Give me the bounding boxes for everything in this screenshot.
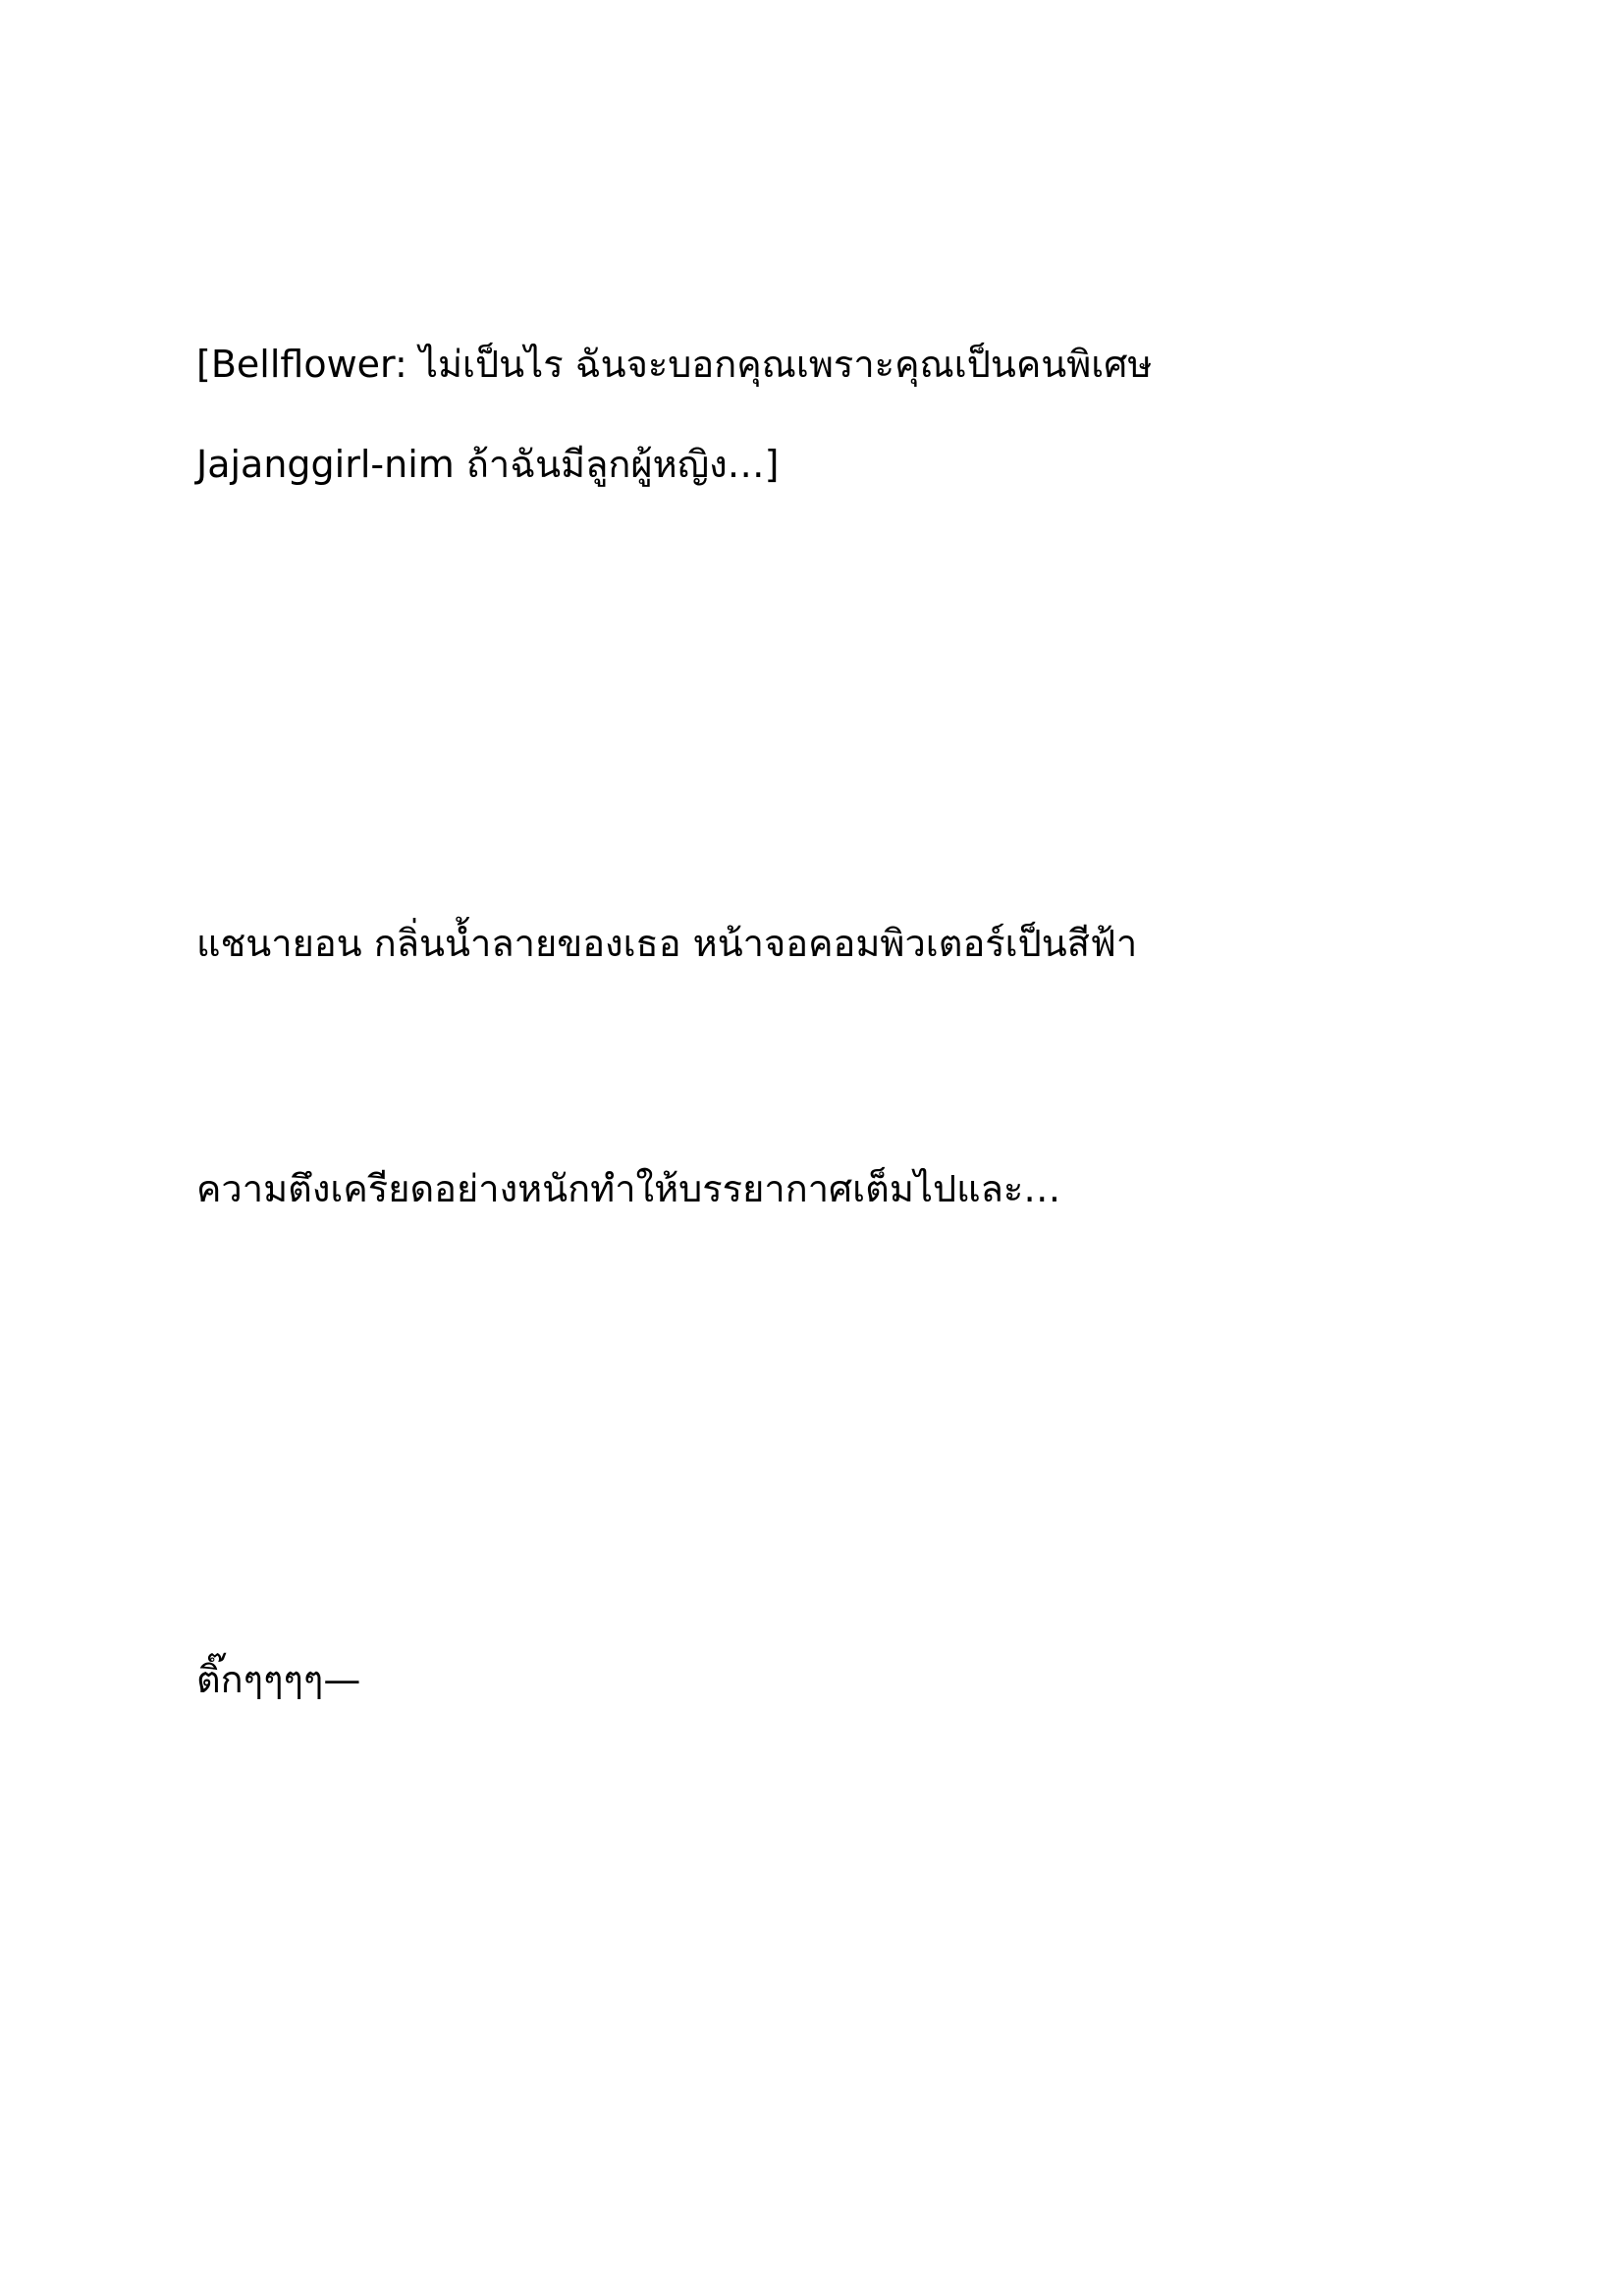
text-line: ติ๊กๆๆๆๆ— [196,1658,361,1701]
text-line: [Bellflower: ไม่เป็นไร ฉันจะบอกคุณเพราะคุณเป็นคนพิเศษ [196,343,1153,386]
sound-effect-paragraph [196,1629,360,1730]
text-line: Jajanggirl-nim ถ้าฉันมีลูกผู้หญิง…] [196,443,780,486]
narration-paragraph [196,1139,1060,1239]
dialogue-paragraph [196,314,1152,514]
narration-paragraph [196,893,1137,993]
text-line: แชนายอน กลิ่นน้ำลายของเธอ หน้าจอคอมพิวเตอร์เป็นสีฟ้า [196,922,1138,965]
text-line: ความตึงเครียดอย่างหนักทำให้บรรยากาศเต็มไปและ… [196,1167,1061,1210]
